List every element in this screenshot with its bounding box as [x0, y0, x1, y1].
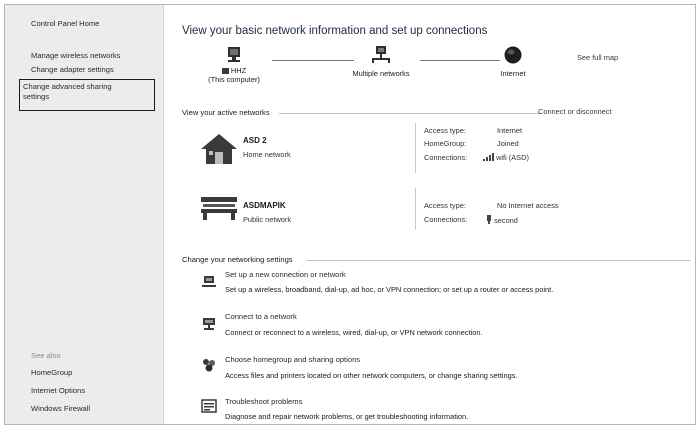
internet-label: Internet: [500, 69, 526, 78]
page-title: View your basic network information and set up connections: [182, 25, 488, 37]
network-2-name[interactable]: ASDMAPIK: [243, 201, 286, 210]
network-1-name[interactable]: ASD 2: [243, 136, 267, 145]
change-settings-heading: Change your networking settings: [182, 255, 293, 264]
see-also-homegroup-link[interactable]: HomeGroup: [31, 368, 73, 377]
see-also-internet-options-link[interactable]: Internet Options: [31, 386, 86, 395]
advanced-sharing-highlight-box: [19, 79, 155, 111]
home-small-icon: [222, 68, 229, 74]
network-2-access-type: No Internet access: [497, 201, 559, 210]
sidebar: [5, 5, 164, 424]
change-settings-rule: [306, 260, 690, 261]
setup-new-connection-link[interactable]: Set up a new connection or network: [225, 270, 346, 279]
connect-to-network-link[interactable]: Connect to a network: [225, 312, 297, 321]
see-also-title: See also: [31, 351, 61, 360]
map-internet[interactable]: [488, 45, 538, 78]
ethernet-icon: [486, 215, 492, 224]
homegroup-sharing-desc: Access files and printers located on other network computers, or change sharing settings.: [225, 371, 518, 380]
connect-network-icon: [201, 315, 217, 331]
troubleshoot-link[interactable]: Troubleshoot problems: [225, 397, 303, 406]
computer-name: HHZ: [230, 66, 247, 75]
new-connection-icon: [201, 273, 217, 289]
network-1-type[interactable]: Home network: [243, 150, 291, 159]
map-computer[interactable]: [204, 45, 264, 84]
network-2-type[interactable]: Public network: [243, 215, 292, 224]
network-2-separator: [415, 188, 416, 230]
connect-or-disconnect-link[interactable]: Connect or disconnect: [538, 107, 612, 116]
troubleshoot-desc: Diagnose and repair network problems, or get troubleshooting information.: [225, 412, 469, 421]
homegroup-icon: [201, 357, 217, 373]
network-1-access-type-label: Access type:: [424, 126, 466, 135]
wifi-signal-icon: [482, 153, 494, 161]
active-networks-heading: View your active networks: [182, 108, 270, 117]
network-1-homegroup-link[interactable]: Joined: [497, 139, 519, 148]
active-networks-rule: [279, 113, 541, 114]
computer-sub-label: (This computer): [208, 75, 260, 84]
see-full-map-link[interactable]: See full map: [577, 53, 619, 62]
connect-to-network-desc: Connect or reconnect to a wireless, wired, dial-up, or VPN network connection.: [225, 328, 483, 337]
globe-icon: [503, 45, 523, 65]
network-2-connection: second: [494, 216, 518, 225]
network-1-homegroup-label: HomeGroup:: [424, 139, 467, 148]
map-networks[interactable]: [336, 45, 426, 78]
network-1-separator: [415, 123, 416, 173]
homegroup-sharing-link[interactable]: Choose homegroup and sharing options: [225, 355, 361, 364]
setup-new-connection-desc: Set up a wireless, broadband, dial-up, ad hoc, or VPN connection; or set up a router or access point.: [225, 285, 554, 294]
network-1-connection-link[interactable]: [482, 153, 529, 162]
change-advanced-sharing-link-line1[interactable]: Change advanced sharing: [23, 82, 112, 91]
network-1-access-type: Internet: [497, 126, 523, 135]
home-network-icon: [199, 132, 239, 166]
see-also-windows-firewall-link[interactable]: Windows Firewall: [31, 404, 91, 413]
network-icon: [369, 45, 393, 65]
public-network-icon: [199, 195, 239, 221]
network-2-connection-link[interactable]: [486, 215, 518, 225]
troubleshoot-icon: [201, 398, 217, 414]
main-content: [164, 5, 695, 424]
multiple-networks-label: Multiple networks: [352, 69, 410, 78]
control-panel-home-link[interactable]: Control Panel Home: [31, 19, 100, 28]
computer-icon: [223, 45, 245, 65]
network-2-connections-label: Connections:: [424, 215, 468, 224]
change-advanced-sharing-link-line2[interactable]: settings: [23, 92, 50, 101]
network-1-connections-label: Connections:: [424, 153, 468, 162]
network-1-connection: wifi (ASD): [496, 153, 529, 162]
network-2-access-type-label: Access type:: [424, 201, 466, 210]
change-adapter-settings-link[interactable]: Change adapter settings: [31, 65, 114, 74]
manage-wireless-networks-link[interactable]: Manage wireless networks: [31, 51, 121, 60]
